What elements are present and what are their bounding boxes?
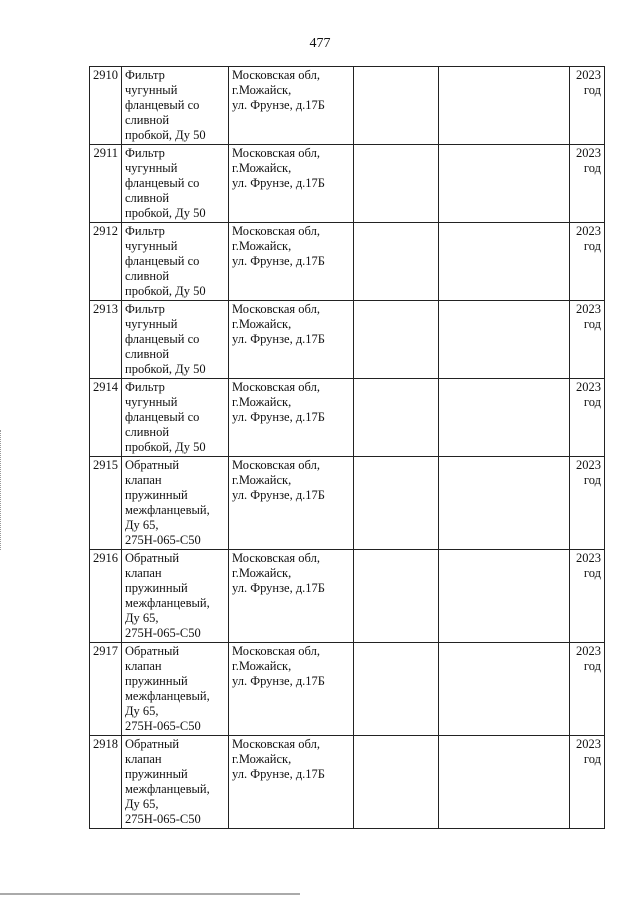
item-address: Московская обл, г.Можайск, ул. Фрунзе, д.17Б <box>229 736 354 829</box>
row-number: 2912 <box>90 223 122 301</box>
table-row <box>90 736 605 829</box>
empty-cell <box>439 301 570 379</box>
item-name: Обратный клапан пружинный межфланцевый, Ду 65, 275Н-065-С50 <box>122 457 229 550</box>
empty-cell <box>439 223 570 301</box>
item-name: Фильтр чугунный фланцевый со сливной пробкой, Ду 50 <box>122 223 229 301</box>
item-year: 2023 год <box>570 457 605 550</box>
table-row <box>90 67 605 145</box>
empty-cell <box>439 457 570 550</box>
scan-margin-artifact <box>0 430 4 550</box>
table-row <box>90 301 605 379</box>
item-address: Московская обл, г.Можайск, ул. Фрунзе, д.17Б <box>229 457 354 550</box>
row-number: 2910 <box>90 67 122 145</box>
item-name: Обратный клапан пружинный межфланцевый, Ду 65, 275Н-065-С50 <box>122 643 229 736</box>
item-name: Обратный клапан пружинный межфланцевый, Ду 65, 275Н-065-С50 <box>122 736 229 829</box>
table-row <box>90 145 605 223</box>
empty-cell <box>354 550 439 643</box>
item-address: Московская обл, г.Можайск, ул. Фрунзе, д.17Б <box>229 379 354 457</box>
empty-cell <box>354 457 439 550</box>
item-address: Московская обл, г.Можайск, ул. Фрунзе, д.17Б <box>229 145 354 223</box>
empty-cell <box>354 379 439 457</box>
empty-cell <box>439 550 570 643</box>
item-address: Московская обл, г.Можайск, ул. Фрунзе, д.17Б <box>229 643 354 736</box>
item-year: 2023 год <box>570 550 605 643</box>
item-address: Московская обл, г.Можайск, ул. Фрунзе, д.17Б <box>229 223 354 301</box>
item-year: 2023 год <box>570 223 605 301</box>
row-number: 2913 <box>90 301 122 379</box>
empty-cell <box>439 736 570 829</box>
item-name: Фильтр чугунный фланцевый со сливной пробкой, Ду 50 <box>122 145 229 223</box>
item-address: Московская обл, г.Можайск, ул. Фрунзе, д.17Б <box>229 301 354 379</box>
row-number: 2918 <box>90 736 122 829</box>
table-row <box>90 379 605 457</box>
item-name: Фильтр чугунный фланцевый со сливной пробкой, Ду 50 <box>122 379 229 457</box>
row-number: 2917 <box>90 643 122 736</box>
item-year: 2023 год <box>570 145 605 223</box>
item-year: 2023 год <box>570 379 605 457</box>
table-row <box>90 223 605 301</box>
empty-cell <box>439 145 570 223</box>
empty-cell <box>354 643 439 736</box>
empty-cell <box>354 145 439 223</box>
item-address: Московская обл, г.Можайск, ул. Фрунзе, д.17Б <box>229 550 354 643</box>
item-year: 2023 год <box>570 67 605 145</box>
item-name: Фильтр чугунный фланцевый со сливной пробкой, Ду 50 <box>122 301 229 379</box>
item-address: Московская обл, г.Можайск, ул. Фрунзе, д.17Б <box>229 67 354 145</box>
row-number: 2916 <box>90 550 122 643</box>
scan-edge-line <box>0 893 300 895</box>
registry-table <box>89 66 605 829</box>
empty-cell <box>354 67 439 145</box>
empty-cell <box>439 643 570 736</box>
table-row <box>90 643 605 736</box>
row-number: 2911 <box>90 145 122 223</box>
item-year: 2023 год <box>570 643 605 736</box>
empty-cell <box>354 301 439 379</box>
empty-cell <box>439 67 570 145</box>
table-row <box>90 457 605 550</box>
item-name: Обратный клапан пружинный межфланцевый, Ду 65, 275Н-065-С50 <box>122 550 229 643</box>
item-year: 2023 год <box>570 736 605 829</box>
empty-cell <box>354 736 439 829</box>
row-number: 2915 <box>90 457 122 550</box>
table-row <box>90 550 605 643</box>
row-number: 2914 <box>90 379 122 457</box>
page-number: 477 <box>309 36 331 51</box>
item-year: 2023 год <box>570 301 605 379</box>
empty-cell <box>354 223 439 301</box>
item-name: Фильтр чугунный фланцевый со сливной пробкой, Ду 50 <box>122 67 229 145</box>
empty-cell <box>439 379 570 457</box>
